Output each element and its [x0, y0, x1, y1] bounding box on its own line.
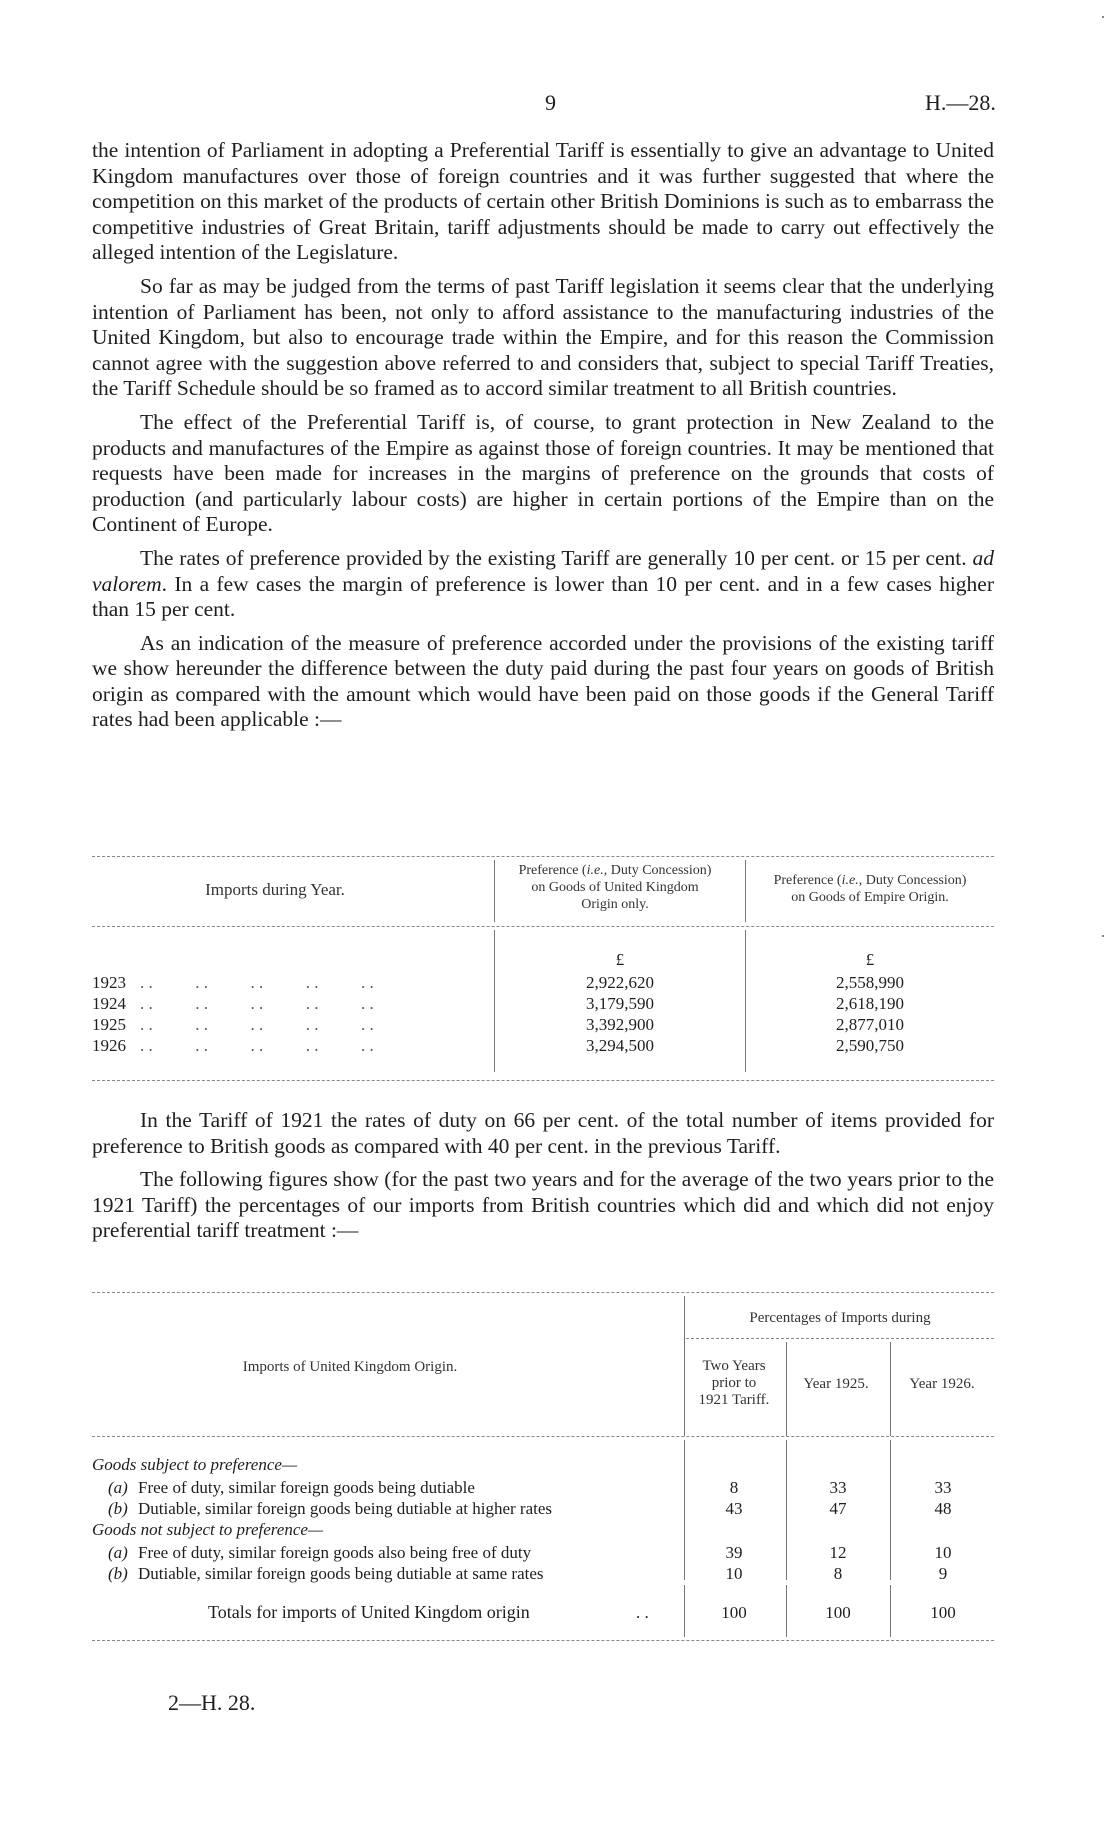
- paragraph: The effect of the Preferential Tariff is, of course, to grant protection in New Zealand to the products and manufactures of the Empire as against those of foreign countries. It may be mentioned that requests have been made for increases in the margins of preference on the grounds that costs of production (and particularly labour costs) are higher in certain portions of the Empire than on the Continent of Europe.: [92, 409, 994, 537]
- table1-unit-uk: £: [615, 950, 625, 969]
- table2-value: 9: [938, 1564, 948, 1583]
- table1-empire-value: 2,877,010: [836, 1015, 904, 1034]
- italic-phrase: ad valorem: [92, 545, 994, 596]
- table1-empire-value: 2,590,750: [836, 1036, 904, 1055]
- table2-value: 48: [934, 1499, 952, 1518]
- table2-value: 10: [934, 1543, 952, 1562]
- table1-col1-header: Imports during Year.: [205, 880, 345, 899]
- table1-year: 1924: [92, 994, 126, 1013]
- paragraph: As an indication of the measure of preference accorded under the provisions of the existing tariff we show hereunder the difference between the duty paid during the past four years on goods of British origin as compared with the amount which would have been paid on those goods if the General Tariff rates had been applicable :—: [92, 630, 994, 732]
- table2-row-label: Dutiable, similar foreign goods being dutiable at same rates: [138, 1564, 544, 1583]
- table1-year: 1923: [92, 973, 126, 992]
- table2-total-two-years: 100: [721, 1603, 747, 1622]
- body-text-top: [92, 138, 994, 741]
- table2-row-letter: (a): [108, 1478, 128, 1497]
- table2-subheader-1926: Year 1926.: [909, 1376, 975, 1392]
- table2-subheader-1925: Year 1925.: [803, 1376, 869, 1392]
- table2-value: 8: [729, 1478, 739, 1497]
- leader-dots: . . . . . . . . . .: [140, 994, 374, 1013]
- leader-dots: . . . . . . . . . .: [140, 1015, 374, 1034]
- table2-row-letter: (a): [108, 1543, 128, 1562]
- table2-group1-label: Goods subject to preference—: [92, 1455, 298, 1474]
- paragraph: The rates of preference provided by the existing Tariff are generally 10 per cent. or 15 per cent. ad valorem. In a few cases the margin of preference is lower than 10 per cent. and in a few cases higher than 15 per cent.: [92, 545, 994, 622]
- table1-uk-value: 2,922,620: [586, 973, 654, 992]
- table2-row-label: Free of duty, similar foreign goods also being free of duty: [138, 1543, 532, 1562]
- table2-value: 8: [833, 1564, 843, 1583]
- table2-total-1925: 100: [825, 1603, 851, 1622]
- table1-empire-value: 2,618,190: [836, 994, 904, 1013]
- leader-dots: . . . . . . . . . .: [140, 1036, 374, 1055]
- table1-col2-header: Preference (i.e., Duty Concession) on Goods of United Kingdom Origin only.: [518, 863, 712, 912]
- table1-unit-empire: £: [865, 950, 875, 969]
- table2-value: 33: [829, 1478, 847, 1497]
- table2-group2-label: Goods not subject to preference—: [92, 1520, 324, 1539]
- table1-year: 1926: [92, 1036, 126, 1055]
- table1-empire-value: 2,558,990: [836, 973, 904, 992]
- table1-uk-value: 3,294,500: [586, 1036, 654, 1055]
- paragraph: The following figures show (for the past two years and for the average of the two years prior to the 1921 Tariff) the percentages of our imports from British countries which did and which did not enjoy preferential tariff treatment :—: [92, 1167, 994, 1243]
- table2-row-label: Dutiable, similar foreign goods being dutiable at higher rates: [138, 1499, 553, 1518]
- footer-signature: 2—H. 28.: [168, 1690, 256, 1715]
- body-text-mid: [92, 1108, 994, 1252]
- table1-col3-header: Preference (i.e., Duty Concession) on Goods of Empire Origin.: [773, 873, 967, 905]
- table2-row-letter: (b): [108, 1564, 128, 1583]
- table1-year: 1925: [92, 1015, 126, 1034]
- leader-dots: . . . . . . . . . .: [140, 973, 374, 992]
- document-reference: H.—28.: [925, 90, 996, 115]
- table2-value: 47: [829, 1499, 847, 1518]
- page-number: 9: [545, 90, 556, 115]
- paragraph: the intention of Parliament in adopting a Preferential Tariff is essentially to give an advantage to United Kingdom manufactures over those of foreign countries and it was further suggested that where the competition on this market of the products of certain other British Dominions is such as to embarrass the competitive industries of Great Britain, tariff adjustments should be made to carry out effectively the alleged intention of the Legislature.: [92, 138, 994, 265]
- table2-totals-label: Totals for imports of United Kingdom origin: [208, 1602, 530, 1622]
- table2-col1-header: Imports of United Kingdom Origin.: [242, 1359, 458, 1375]
- table2-value: 10: [725, 1564, 743, 1583]
- table1-uk-value: 3,179,590: [586, 994, 654, 1013]
- paragraph: In the Tariff of 1921 the rates of duty on 66 per cent. of the total number of items provided for preference to British goods as compared with 40 per cent. in the previous Tariff.: [92, 1108, 994, 1158]
- table2-group-header: Percentages of Imports during: [749, 1310, 931, 1326]
- paragraph: So far as may be judged from the terms of past Tariff legislation it seems clear that the underlying intention of Parliament has been, not only to afford assistance to the manufacturing industries of the United Kingdom, but also to encourage trade within the Empire, and for this reason the Commission cannot agree with the suggestion above referred to and considers that, subject to special Tariff Treaties, the Tariff Schedule should be so framed as to accord similar treatment to all British countries.: [92, 273, 994, 401]
- table2-total-1926: 100: [930, 1603, 956, 1622]
- table2-row-letter: (b): [108, 1499, 128, 1518]
- table1-uk-value: 3,392,900: [586, 1015, 654, 1034]
- table2-row-label: Free of duty, similar foreign goods being dutiable: [138, 1478, 475, 1497]
- table2-value: 39: [725, 1543, 743, 1562]
- leader-dots: . .: [636, 1603, 649, 1622]
- table2-subheader-two-years: Two Years prior to 1921 Tariff.: [698, 1358, 770, 1408]
- table2-value: 12: [829, 1543, 847, 1562]
- table2-value: 43: [725, 1499, 743, 1518]
- table2-value: 33: [934, 1478, 952, 1497]
